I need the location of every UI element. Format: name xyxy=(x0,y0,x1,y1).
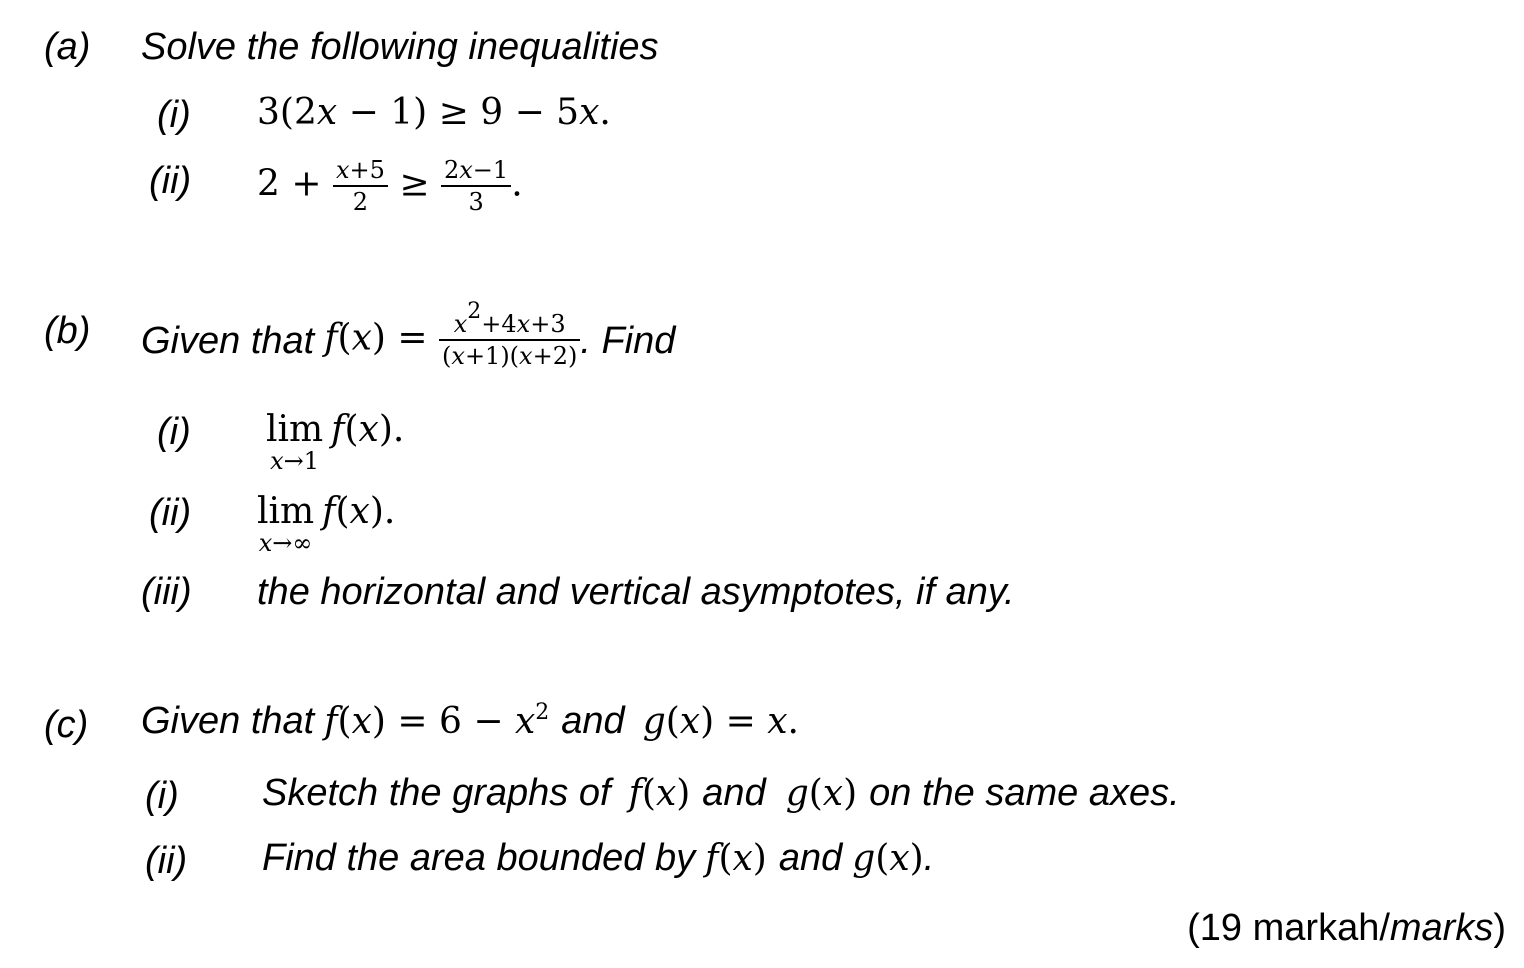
marks-prefix: (19 markah/ xyxy=(1187,907,1390,949)
part-b-item-3-text: the horizontal and vertical asymptotes, if any. xyxy=(257,571,1015,613)
part-c-g-def: g(x) = x. xyxy=(642,701,799,742)
part-b-item-1-label: (i) xyxy=(157,411,191,453)
part-b-item-2-expr: lim x→∞ f(x). xyxy=(257,491,396,557)
part-c-intro xyxy=(141,702,799,740)
part-c-item-2-f: f(x) xyxy=(705,838,767,879)
part-a-item-2-expr: 2 + $\frac{x+5}{2}$ ≥ $\frac{2x-1}{3}$ . xyxy=(257,156,523,217)
part-b-item-2-label: (ii) xyxy=(149,492,192,534)
part-c-item-1-text-1: Sketch the graphs of xyxy=(262,772,611,814)
part-b-label: (b) xyxy=(44,310,91,352)
part-b-intro-prefix: Given that xyxy=(141,319,315,362)
part-c-item-2-text-1: Find the area bounded by xyxy=(262,837,696,879)
part-b-intro-suffix: . Find xyxy=(580,319,676,362)
part-a-heading: Solve the following inequalities xyxy=(141,26,659,68)
part-c-item-1-text-2: and xyxy=(702,772,766,814)
part-c-item-1 xyxy=(262,774,1180,812)
part-c-item-2 xyxy=(262,839,934,877)
part-c-item-1-text-3: on the same axes. xyxy=(869,772,1180,814)
part-c-item-1-label: (i) xyxy=(145,775,179,817)
part-c-conj: and xyxy=(561,700,625,742)
part-c-item-2-label: (ii) xyxy=(145,840,188,882)
part-c-item-2-text-3: . xyxy=(923,837,935,879)
part-a-item-1-expr: 3(2x − 1) ≥ 9 − 5x. xyxy=(257,92,611,133)
part-a-item-2-label: (ii) xyxy=(149,160,192,202)
marks-note xyxy=(1187,909,1506,947)
part-c-item-1-f: f(x) xyxy=(628,773,691,814)
part-b-intro xyxy=(141,299,676,371)
part-c-intro-prefix: Given that xyxy=(141,700,315,742)
marks-italic: marks xyxy=(1389,907,1494,949)
part-c-f-def: $f(x) = 6 - x^2$ xyxy=(324,700,550,742)
part-b-item-1-expr: lim x→1 f(x). xyxy=(266,409,405,475)
part-b-item-3-label: (iii) xyxy=(141,571,192,613)
marks-suffix: ) xyxy=(1493,907,1506,949)
part-c-item-2-text-2: and xyxy=(778,837,843,879)
part-c-item-2-g: g(x) xyxy=(852,838,924,879)
part-c-item-1-g: g(x) xyxy=(785,773,858,814)
part-a-item-1-label: (i) xyxy=(157,94,191,136)
part-b-function-def: f(x) = $\frac{x^2+4x+3}{(x+1)(x+2)}$ xyxy=(324,312,580,369)
part-c-label: (c) xyxy=(44,704,89,746)
part-a-label: (a) xyxy=(44,26,91,68)
